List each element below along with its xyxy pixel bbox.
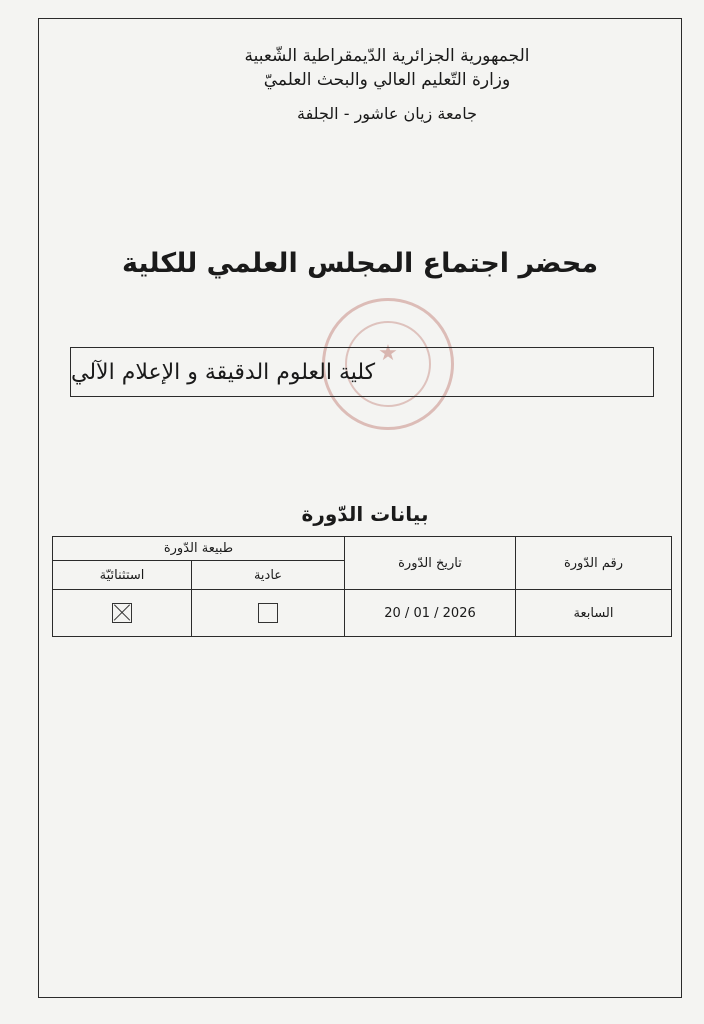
university-name: جامعة زيان عاشور - الجلفة: [297, 104, 477, 123]
faculty-name: كلية العلوم الدقيقة و الإعلام الآلي: [71, 359, 376, 385]
stamp-star-icon: ★: [378, 341, 398, 366]
exceptional-checkbox[interactable]: [112, 603, 132, 623]
header-exceptional: استثنائيّة: [53, 561, 192, 590]
session-number-value: السابعة: [516, 590, 672, 637]
republic-name: الجمهورية الجزائرية الدّيمقراطية الشّعبية: [244, 46, 530, 66]
table-row: [53, 590, 672, 637]
header-ordinary: عادية: [192, 561, 345, 590]
header-session-number: رقم الدّورة: [516, 537, 672, 590]
session-date-value: 2026 / 01 / 20: [345, 590, 516, 637]
faculty-name-box: [70, 347, 654, 397]
ministry-name: وزارة التّعليم العالي والبحث العلميّ: [263, 70, 511, 90]
exceptional-cell: [53, 590, 192, 637]
ordinary-cell: [192, 590, 345, 637]
header-session-nature: طبيعة الدّورة: [53, 537, 345, 561]
document-title: محضر اجتماع المجلس العلمي للكلية: [121, 248, 599, 279]
ordinary-checkbox[interactable]: [258, 603, 278, 623]
session-section-title: بيانات الدّورة: [301, 502, 429, 526]
table-header-row: [53, 537, 672, 561]
header-session-date: تاريخ الدّورة: [345, 537, 516, 590]
document-header: [0, 44, 704, 126]
session-table: [52, 536, 672, 637]
